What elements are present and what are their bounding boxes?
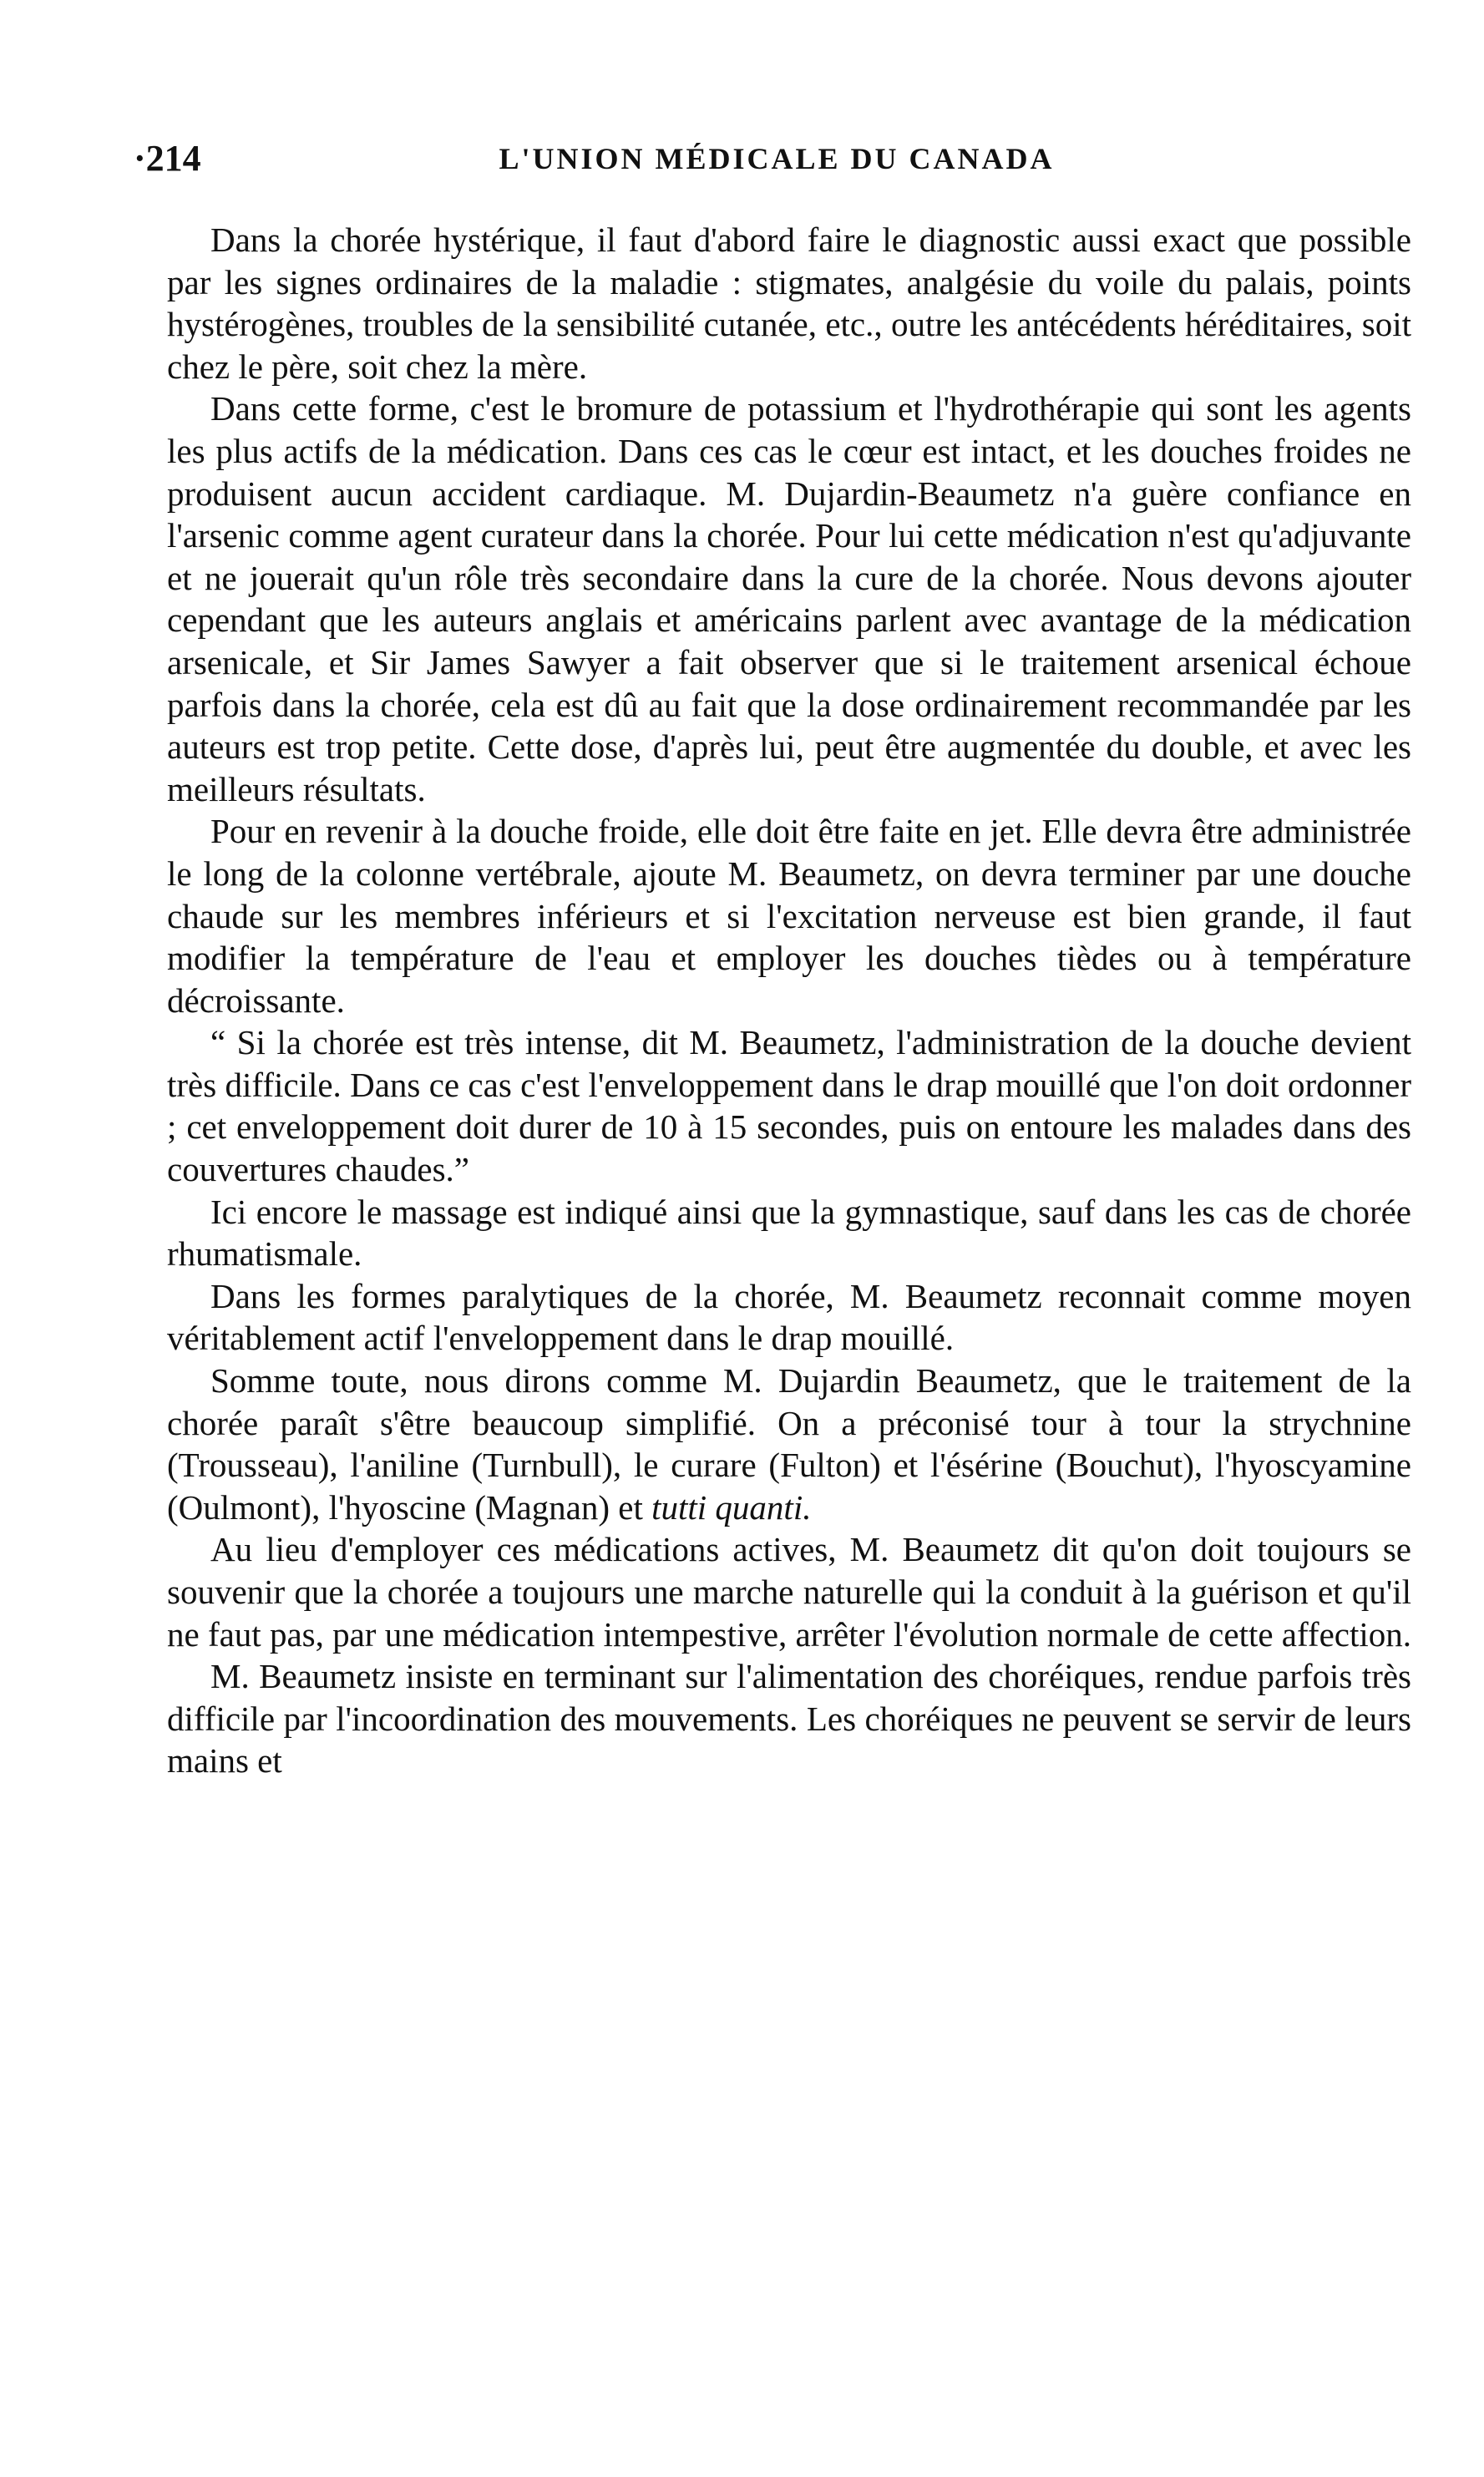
paragraph-summary [167,1360,1411,1528]
paragraph-quote-beaumetz: “ Si la chorée est très intense, dit M. Beaumetz, l'administration de la douche devient très difficile. Dans ce cas c'est l'enveloppement dans le drap mouillé que l'on doit ordonner ; cet enveloppement doit durer de 10 à 15 secondes, puis on entoure les malades dans des couvertures chaudes.” [167,1023,1411,1189]
page-header [134,134,1420,184]
summary-italic-end: tutti quanti. [651,1487,812,1527]
paragraph-hysterical-chorea: Dans la chorée hystérique, il faut d'abord faire le diagnostic aussi exact que possible par les signes ordinaires de la maladie : stigmates, analgésie du voile du palais, points hystérogènes, troubles de la sensibilité cutanée, etc., outre les antécédents héréditaires, soit chez le père, soit chez la mère. [167,220,1411,386]
paragraph-bromide-hydrotherapy: Dans cette forme, c'est le bromure de potassium et l'hydrothérapie qui sont les agents les plus actifs de la médication. Dans ces cas le cœur est intact, et les douches froides ne produisent aucun accident cardiaque. M. Dujardin-Beaumetz n'a guère confiance en l'arsenic comme agent curateur dans la chorée. Pour lui cette médication n'est qu'adjuvante et ne jouerait qu'un rôle très secondaire dans la cure de la chorée. Nous devons ajouter cependant que les auteurs anglais et américains parlent avec avantage de la médication arsenicale, et Sir James Sawyer a fait observer que si le traitement arsenical échoue parfois dans la chorée, cela est dû au fait que la dose ordinairement recommandée par les auteurs est trop petite. Cette dose, d'après lui, peut être augmentée du double, et avec les meilleurs résultats. [167,389,1411,808]
running-title: L'UNION MÉDICALE DU CANADA [499,142,1055,175]
body-text [167,219,1411,1782]
summary-text: Somme toute, nous dirons comme M. Dujardin Beaumetz, que le traitement de la chorée paraît s'être beaucoup simplifié. On a préconisé tour à tour la strychnine (Trousseau), l'aniline (Turnbull), le curare (Fulton) et l'ésérine (Bouchut), l'hyoscyamine (Oulmont), l'hyoscine (Magnan) et [167,1361,1411,1527]
paragraph-paralytic-forms: Dans les formes paralytiques de la chorée, M. Beaumetz reconnait comme moyen véritablement actif l'enveloppement dans le drap mouillé. [167,1276,1411,1358]
paragraph-natural-course: Au lieu d'employer ces médications actives, M. Beaumetz dit qu'on doit toujours se souvenir que la chorée a toujours une marche naturelle qui la conduit à la guérison et qu'il ne faut pas, par une médication intempestive, arrêter l'évolution normale de cette affection. [167,1530,1411,1654]
paragraph-cold-shower: Pour en revenir à la douche froide, elle doit être faite en jet. Elle devra être administrée le long de la colonne vertébrale, ajoute M. Beaumetz, on devra terminer par une douche chaude sur les membres inférieurs et si l'excitation nerveuse est bien grande, il faut modifier la température de l'eau et employer les douches tièdes ou à température décroissante. [167,812,1411,1020]
paragraph-alimentation: M. Beaumetz insiste en terminant sur l'alimentation des choréiques, rendue parfois très difficile par l'incoordination des mouvements. Les choréiques ne peuvent se servir de leurs mains et [167,1657,1411,1781]
page-number: ·214 [134,138,201,179]
paragraph-massage: Ici encore le massage est indiqué ainsi que la gymnastique, sauf dans les cas de chorée rhumatismale. [167,1192,1411,1274]
